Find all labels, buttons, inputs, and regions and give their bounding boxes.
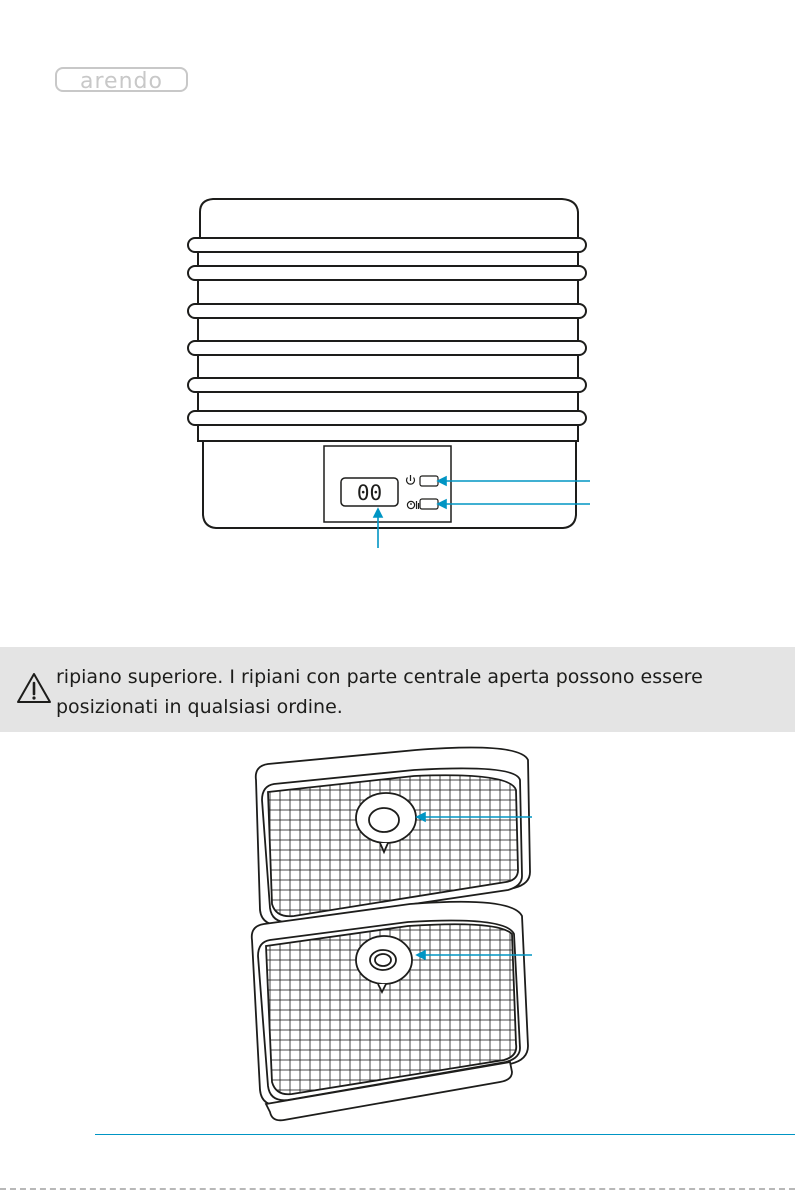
- page-edge-dashed-line: [0, 1188, 795, 1190]
- display-digits: 00: [356, 481, 383, 505]
- footer-rule: [95, 1134, 795, 1135]
- warning-line: posizionati in qualsiasi ordine.: [56, 696, 343, 718]
- brand-logo: arendo: [55, 67, 188, 92]
- bottom-tray: [252, 902, 528, 1121]
- top-tray: [256, 748, 530, 925]
- warning-line: ripiano superiore. I ripiani con parte centrale aperta possono essere: [56, 666, 703, 688]
